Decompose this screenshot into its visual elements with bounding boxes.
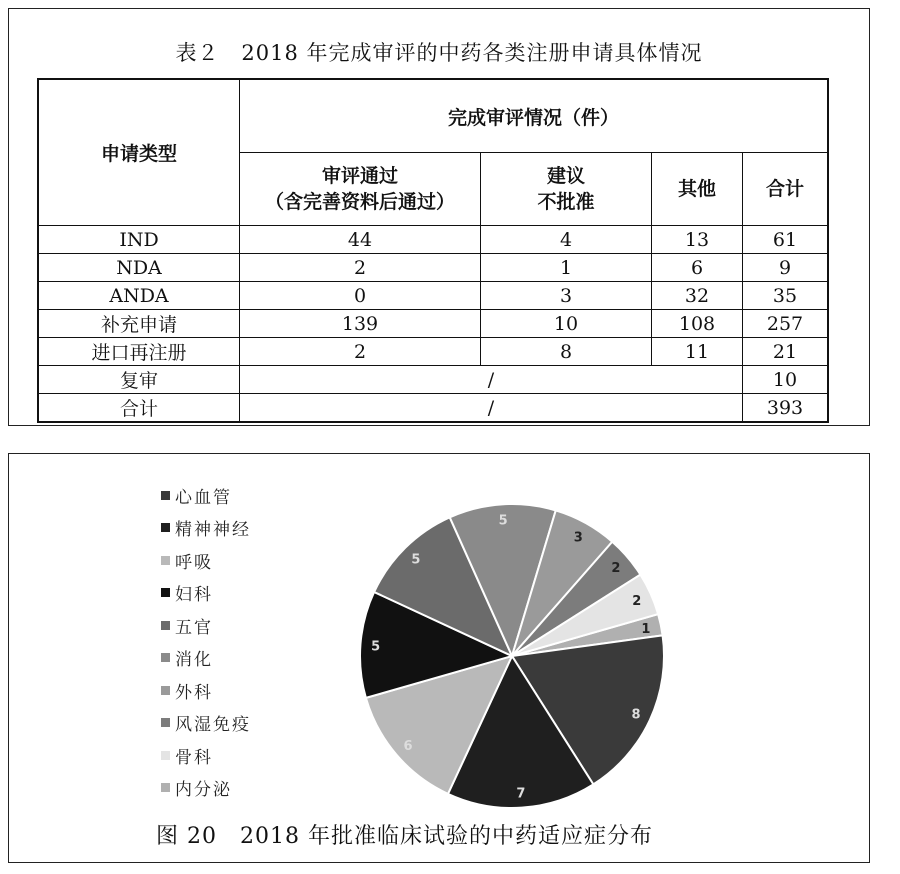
table-cell: 8 (481, 338, 652, 366)
header-col-total: 合计 (743, 153, 829, 226)
legend-label: 骨科 (175, 747, 213, 768)
legend-label: 心血管 (175, 487, 232, 508)
legend-label: 内分泌 (175, 780, 232, 801)
table-cell: 10 (743, 366, 829, 394)
table-row (38, 338, 828, 366)
table-cell: 257 (743, 310, 829, 338)
table-cell: 21 (743, 338, 829, 366)
pie-data-label: 2 (632, 593, 642, 609)
table-row (38, 226, 828, 254)
table-title: 表２ 2018 年完成审评的中药各类注册申请具体情况 (175, 41, 703, 65)
registration-table (37, 78, 829, 423)
table-row (38, 310, 828, 338)
table-cell: 1 (481, 254, 652, 282)
pie-data-label: 1 (641, 621, 651, 637)
legend-label: 呼吸 (175, 552, 213, 573)
row-label: 补充申请 (38, 310, 240, 338)
chart-panel (8, 453, 870, 863)
table-cell: 44 (240, 226, 481, 254)
pie-chart (9, 454, 869, 862)
header-review-status: 完成审评情况（件） (240, 79, 829, 153)
table-cell: 2 (240, 338, 481, 366)
pie-data-label: 5 (371, 639, 381, 655)
table-cell: 139 (240, 310, 481, 338)
table-cell: 10 (481, 310, 652, 338)
table-cell: 61 (743, 226, 829, 254)
table-row (38, 254, 828, 282)
legend-label: 风湿免疫 (175, 715, 251, 736)
row-label: 复审 (38, 366, 240, 394)
header-application-type: 申请类型 (38, 79, 240, 226)
table-cell: 4 (481, 226, 652, 254)
pie-data-label: 8 (631, 707, 641, 723)
table-row (38, 366, 828, 394)
table-cell: 32 (652, 282, 743, 310)
table-panel (8, 8, 870, 426)
row-label: ANDA (38, 282, 240, 310)
legend-label: 外科 (175, 682, 213, 703)
table-row (38, 282, 828, 310)
table-cell: 0 (240, 282, 481, 310)
pie-data-label: 5 (498, 513, 508, 529)
table-cell: 9 (743, 254, 829, 282)
chart-caption: 图 20 2018 年批准临床试验的中药适应症分布 (156, 824, 653, 849)
legend-label: 消化 (175, 650, 213, 671)
table-cell: 35 (743, 282, 829, 310)
table-cell: 2 (240, 254, 481, 282)
legend-label: 精神神经 (175, 520, 251, 541)
pie-data-label: 2 (611, 561, 621, 577)
header-col-approved: 审评通过 （含完善资料后通过） (240, 153, 481, 226)
pie-data-label: 7 (516, 786, 526, 802)
row-label: IND (38, 226, 240, 254)
table-cell: 11 (652, 338, 743, 366)
row-label: NDA (38, 254, 240, 282)
table-cell: 393 (743, 394, 829, 423)
header-col-other: 其他 (652, 153, 743, 226)
row-label: 合计 (38, 394, 240, 423)
row-label: 进口再注册 (38, 338, 240, 366)
pie-data-label: 3 (573, 530, 583, 546)
table-row (38, 394, 828, 423)
header-col-rejected: 建议 不批准 (481, 153, 652, 226)
merged-cell: / (240, 366, 743, 394)
legend-label: 五官 (175, 617, 213, 638)
pie-data-label: 6 (403, 738, 413, 754)
table-cell: 13 (652, 226, 743, 254)
table-cell: 108 (652, 310, 743, 338)
pie-data-label: 5 (411, 552, 421, 568)
legend-label: 妇科 (175, 585, 213, 606)
table-cell: 6 (652, 254, 743, 282)
merged-cell: / (240, 394, 743, 423)
table-cell: 3 (481, 282, 652, 310)
